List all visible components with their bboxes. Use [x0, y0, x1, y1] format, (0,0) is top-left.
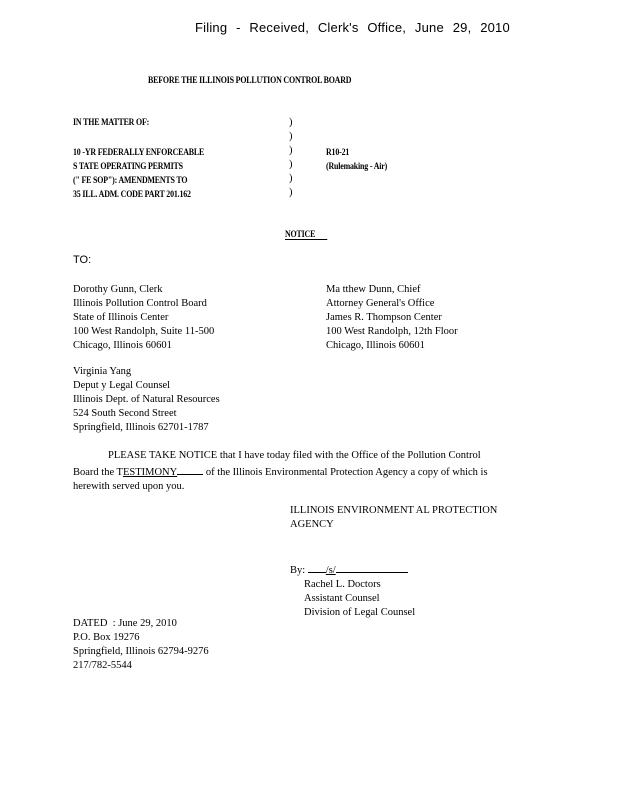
dated-date: : June 29, 2010: [112, 618, 177, 629]
address-line: James R. Thompson Center: [326, 312, 442, 323]
address-line: Attorney General's Office: [326, 298, 435, 309]
signer-name: Rachel L. Doctors: [304, 579, 381, 590]
matter-label: IN THE MATTER OF:: [73, 117, 150, 127]
paren: ): [289, 117, 293, 128]
paren: ): [289, 187, 293, 198]
po-box: P.O. Box 19276: [73, 632, 140, 643]
paren: ): [289, 173, 293, 184]
address-line: Illinois Pollution Control Board: [73, 298, 207, 309]
by-label: By:: [290, 565, 306, 576]
address-line: Springfield, Illinois 62701-1787: [73, 422, 209, 433]
notice-line-2: [73, 463, 488, 480]
caption-parens: [289, 116, 293, 200]
address-line: Illinois Dept. of Natural Resources: [73, 394, 220, 405]
docket-block: [326, 145, 387, 173]
agency-line-2: AGENCY: [290, 519, 334, 530]
addressee-clerk: [73, 283, 214, 353]
address-line: Chicago, Illinois 60601: [73, 340, 172, 351]
signature-mark: /s/: [325, 565, 336, 576]
agency-line-1: ILLINOIS ENVIRONMENT AL PROTECTION: [290, 505, 498, 516]
matter-line: S TATE OPERATING PERMITS: [73, 161, 183, 171]
paren: ): [289, 131, 293, 142]
matter-line: (" FE SOP"): AMENDMENTS TO: [73, 175, 188, 185]
docket-number: R10-21: [326, 147, 350, 157]
dated-line: [73, 617, 209, 631]
matter-line: 35 ILL. ADM. CODE PART 201.162: [73, 189, 191, 199]
notice-title-text: NOTICE: [285, 229, 327, 240]
notice-body: [73, 449, 488, 494]
notice-line-1: PLEASE TAKE NOTICE that I have today filed with the Office of the Pollution Control: [108, 450, 481, 461]
city-line: Springfield, Illinois 62794-9276: [73, 646, 209, 657]
addressee-dnr: [73, 365, 220, 435]
matter-title: [73, 145, 204, 201]
address-line: 524 South Second Street: [73, 408, 177, 419]
phone-line: 217/782-5544: [73, 660, 132, 671]
blank-line: [177, 463, 203, 475]
notice-line-2-suffix: of the Illinois Environmental Protection Agency a copy of which is: [203, 467, 488, 478]
notice-line-3: herewith served upon you.: [73, 481, 185, 492]
address-line: Virginia Yang: [73, 366, 132, 377]
testimony-link: ESTIMONY: [122, 467, 178, 478]
matter-line: 10 -YR FEDERALLY ENFORCEABLE: [73, 147, 205, 157]
paren: ): [289, 159, 293, 170]
address-line: Dorothy Gunn, Clerk: [73, 284, 163, 295]
paren: ): [289, 145, 293, 156]
address-line: State of Illinois Center: [73, 312, 169, 323]
docket-note: (Rulemaking - Air): [326, 161, 388, 171]
dated-label: DATED: [73, 618, 108, 629]
blank-line: [308, 561, 326, 573]
address-line: Chicago, Illinois 60601: [326, 340, 425, 351]
signer-title: Assistant Counsel: [304, 593, 380, 604]
address-line: Ma tthew Dunn, Chief: [326, 284, 421, 295]
to-label: TO:: [73, 254, 92, 266]
address-line: 100 West Randolph, Suite 11-500: [73, 326, 215, 337]
agency-block: [290, 504, 497, 532]
signer-division: Division of Legal Counsel: [304, 607, 416, 618]
blank-line: [336, 561, 408, 573]
addressee-attorney-general: [326, 283, 458, 353]
board-heading: BEFORE THE ILLINOIS POLLUTION CONTROL BOARD: [148, 75, 352, 85]
signature-block: [290, 561, 415, 620]
signature-line: [290, 561, 415, 578]
notice-line-2-prefix: Board the T: [73, 467, 123, 478]
address-line: 100 West Randolph, 12th Floor: [326, 326, 458, 337]
dated-block: [73, 617, 209, 673]
filing-stamp: Filing - Received, Clerk's Office, June 29, 2010: [195, 20, 510, 35]
notice-title: [285, 229, 327, 240]
address-line: Deput y Legal Counsel: [73, 380, 171, 391]
